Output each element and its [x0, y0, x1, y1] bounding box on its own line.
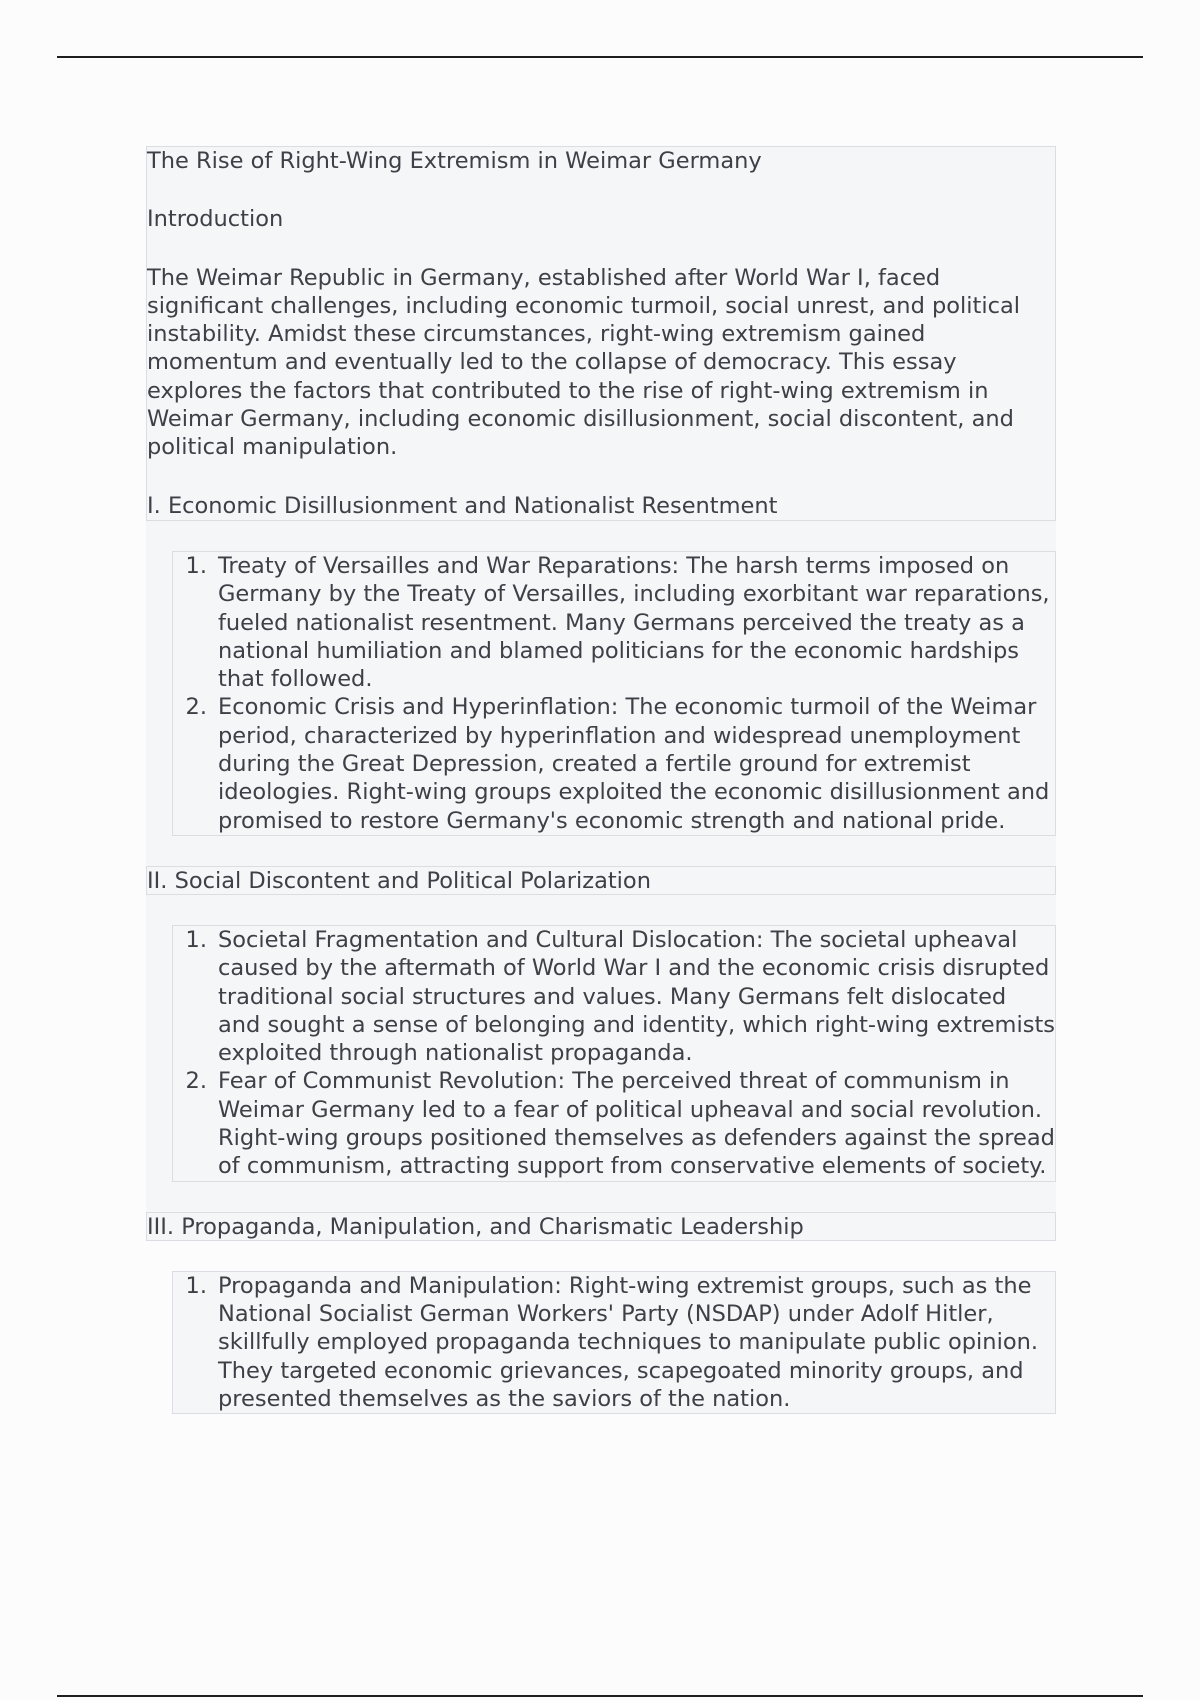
intro-paragraph: The Weimar Republic in Germany, established after World War I, faced significant challenges, including economic turmoil, social unrest, and political instability. Amidst these circumstances, right-wing extremism gained momentum and eventually led to the collapse of democracy. This essay explores the factors that contributed to the rise of right-wing extremism in Weimar Germany, including economic disillusionment, social discontent, and political manipulation.: [147, 264, 1021, 461]
list-item-text: Treaty of Versailles and War Reparations: The harsh terms imposed on Germany by the Treaty of Versailles, including exorbitant war reparations, fueled nationalist resentment. Many Germans perceived the treaty as a national humiliation and blamed politicians for the economic hardships that followed.: [218, 552, 1050, 693]
section-heading-2: II. Social Discontent and Political Polarization: [146, 866, 1056, 895]
page-bottom-rule: [57, 1695, 1143, 1697]
document-title: The Rise of Right-Wing Extremism in Weimar Germany: [147, 148, 762, 174]
intro-heading: Introduction: [147, 206, 284, 233]
list-item-text: Economic Crisis and Hyperinflation: The economic turmoil of the Weimar period, characterized by hyperinflation and widespread unemployment during the Great Depression, created a fertile ground for extremist ideologies. Right-wing groups exploited the economic disillusionment and promised to restore Germany's economic strength and national pride.: [218, 694, 1050, 834]
section-3-list-wrap: [146, 1241, 1056, 1414]
section-heading-3: III. Propaganda, Manipulation, and Charismatic Leadership: [146, 1212, 1056, 1241]
section-1-list: [172, 551, 1056, 836]
list-item-number: 2.: [185, 694, 207, 721]
list-item-text: Fear of Communist Revolution: The perceived threat of communism in Weimar Germany led to a fear of political upheaval and social revolution. Right-wing groups positioned themselves as defenders against the spread of communism, attracting support from conservative elements of society.: [218, 1068, 1055, 1180]
section-3-list: [172, 1271, 1056, 1414]
section-heading-1: I. Economic Disillusionment and Nationalist Resentment: [147, 492, 778, 519]
intro-block: [146, 146, 1056, 521]
list-item-number: 2.: [185, 1068, 207, 1095]
list-item: [173, 693, 1055, 834]
section-2-list: [172, 925, 1056, 1182]
list-item-text: Propaganda and Manipulation: Right-wing extremist groups, such as the National Socialist German Workers' Party (NSDAP) under Adolf Hitler, skillfully employed propaganda techniques to manipulate public opinion. They targeted economic grievances, scapegoated minority groups, and presented themselves as the saviors of the nation.: [218, 1272, 1038, 1412]
list-item: [173, 1067, 1055, 1180]
document-body: [146, 146, 1056, 1414]
page-top-rule: [57, 56, 1143, 58]
list-item: [173, 1272, 1055, 1413]
section-1-list-wrap: [146, 521, 1056, 836]
list-item-number: 1.: [185, 926, 207, 953]
list-item-number: 1.: [185, 1272, 207, 1299]
list-item-number: 1.: [185, 552, 207, 579]
list-item: [173, 926, 1055, 1067]
section-2-list-wrap: [146, 895, 1056, 1182]
list-item-text: Societal Fragmentation and Cultural Dislocation: The societal upheaval caused by the aftermath of World War I and the economic crisis disrupted traditional social structures and values. Many Germans felt dislocated and sought a sense of belonging and identity, which right-wing extremists exploited through nationalist propaganda.: [218, 926, 1055, 1067]
list-item: [173, 552, 1055, 693]
